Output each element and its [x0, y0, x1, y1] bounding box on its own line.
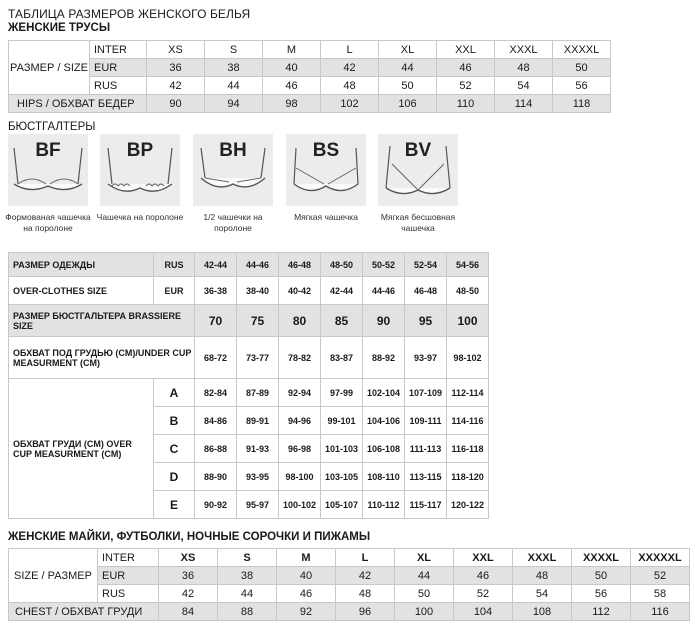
table-row: [9, 603, 690, 621]
row-sublabel: EUR: [154, 277, 195, 305]
table-row: [9, 253, 489, 277]
bra-card-bf: [8, 134, 88, 206]
row-label: RUS: [90, 77, 147, 95]
table-cell: 98: [263, 95, 321, 113]
table-cell: 114-116: [447, 407, 489, 435]
table-cell: 42-44: [321, 277, 363, 305]
table-cell: L: [336, 549, 395, 567]
panties-size-table: [8, 40, 611, 113]
bra-code: BF: [35, 140, 61, 161]
table-cell: 107-109: [405, 379, 447, 407]
row-label: РАЗМЕР ОДЕЖДЫ: [9, 253, 154, 277]
table-cell: 44-46: [363, 277, 405, 305]
table-cell: 52: [454, 585, 513, 603]
bra-card-bh: [193, 134, 273, 206]
table-cell: 46: [263, 77, 321, 95]
table-cell: 110-112: [363, 491, 405, 519]
bra-size-table: [8, 252, 489, 519]
bra-card-bp: [100, 134, 180, 206]
table-cell: 94-96: [279, 407, 321, 435]
page-title: ТАБЛИЦА РАЗМЕРОВ ЖЕНСКОГО БЕЛЬЯ: [8, 7, 251, 21]
table-cell: 112-114: [447, 379, 489, 407]
bra-caption: Мягкая бесшовная чашечка: [380, 212, 456, 233]
table-cell: 46: [277, 585, 336, 603]
cup-label: D: [154, 463, 195, 491]
table-cell: 42: [159, 585, 218, 603]
bra-code: BH: [219, 140, 247, 161]
table-cell: 91-93: [237, 435, 279, 463]
row-label: РАЗМЕР БЮСТГАЛЬТЕРА BRASSIERE SIZE: [9, 305, 195, 337]
table-cell: 40: [277, 567, 336, 585]
bra-code: BV: [404, 140, 432, 161]
table-row: [9, 277, 489, 305]
table-cell: 111-113: [405, 435, 447, 463]
table-row: [9, 41, 611, 59]
table-cell: 106-108: [363, 435, 405, 463]
table-cell: XXXXL: [572, 549, 631, 567]
table-cell: XXXXL: [553, 41, 611, 59]
table-cell: 82-84: [195, 379, 237, 407]
table-cell: 95: [405, 305, 447, 337]
table-cell: 90: [363, 305, 405, 337]
table-cell: 46-48: [405, 277, 447, 305]
bras-title: БЮСТГАЛТЕРЫ: [8, 121, 96, 133]
table-cell: 48: [321, 77, 379, 95]
table-cell: 93-97: [405, 337, 447, 379]
table-cell: 103-105: [321, 463, 363, 491]
row-label: INTER: [90, 41, 147, 59]
table-cell: 48-50: [321, 253, 363, 277]
table-cell: 36: [147, 59, 205, 77]
table-cell: 100-102: [279, 491, 321, 519]
table-cell: 50: [395, 585, 454, 603]
bra-card-bv: [378, 134, 458, 206]
table-cell: 118-120: [447, 463, 489, 491]
table-cell: 100: [395, 603, 454, 621]
table-cell: XL: [379, 41, 437, 59]
table-cell: 85: [321, 305, 363, 337]
table-cell: 118: [553, 95, 611, 113]
table-cell: 58: [631, 585, 690, 603]
table-cell: 110: [437, 95, 495, 113]
table-cell: 112: [572, 603, 631, 621]
table-row: [9, 337, 489, 379]
table-cell: 105-107: [321, 491, 363, 519]
hips-label: HIPS / ОБХВАТ БЕДЕР: [9, 95, 147, 113]
table-cell: 116-118: [447, 435, 489, 463]
table-cell: 101-103: [321, 435, 363, 463]
table-row: [9, 59, 611, 77]
row-label: INTER: [98, 549, 159, 567]
table-cell: 116: [631, 603, 690, 621]
table-cell: 50: [379, 77, 437, 95]
bra-caption: Чашечка на поролоне: [96, 212, 184, 222]
table-cell: 38-40: [237, 277, 279, 305]
table-cell: 92-94: [279, 379, 321, 407]
table-cell: 52: [631, 567, 690, 585]
table-cell: 70: [195, 305, 237, 337]
table-cell: 114: [495, 95, 553, 113]
table-cell: 99-101: [321, 407, 363, 435]
table-cell: 108-110: [363, 463, 405, 491]
table-cell: 50-52: [363, 253, 405, 277]
table-cell: 44: [205, 77, 263, 95]
table-cell: 113-115: [405, 463, 447, 491]
table-cell: 83-87: [321, 337, 363, 379]
table-cell: XXL: [437, 41, 495, 59]
tops-title: ЖЕНСКИЕ МАЙКИ, ФУТБОЛКИ, НОЧНЫЕ СОРОЧКИ И ПИЖАМЫ: [8, 531, 371, 543]
table-cell: 98-100: [279, 463, 321, 491]
row-label: ОБХВАТ ПОД ГРУДЬЮ (CM)/UNDER CUP MEASURMENT (CM): [9, 337, 195, 379]
bra-code: BS: [312, 140, 340, 161]
table-cell: 36: [159, 567, 218, 585]
table-cell: 94: [205, 95, 263, 113]
table-cell: 115-117: [405, 491, 447, 519]
table-cell: 102-104: [363, 379, 405, 407]
table-cell: 87-89: [237, 379, 279, 407]
table-row: [9, 549, 690, 567]
table-cell: 80: [279, 305, 321, 337]
panties-title: ЖЕНСКИЕ ТРУСЫ: [8, 22, 111, 34]
table-cell: 46-48: [279, 253, 321, 277]
cup-label: A: [154, 379, 195, 407]
row-label: EUR: [98, 567, 159, 585]
bra-card-bs: [286, 134, 366, 206]
row-label: EUR: [90, 59, 147, 77]
table-cell: 90: [147, 95, 205, 113]
table-cell: XXXXXL: [631, 549, 690, 567]
table-cell: 108: [513, 603, 572, 621]
table-cell: 92: [277, 603, 336, 621]
table-cell: 36-38: [195, 277, 237, 305]
table-cell: 54: [495, 77, 553, 95]
table-cell: 38: [218, 567, 277, 585]
table-cell: 104-106: [363, 407, 405, 435]
table-cell: M: [263, 41, 321, 59]
table-cell: S: [205, 41, 263, 59]
table-cell: 42: [321, 59, 379, 77]
table-cell: 89-91: [237, 407, 279, 435]
table-cell: 48-50: [447, 277, 489, 305]
table-cell: 48: [495, 59, 553, 77]
table-cell: L: [321, 41, 379, 59]
table-cell: 54: [513, 585, 572, 603]
table-cell: 73-77: [237, 337, 279, 379]
table-row: [9, 305, 489, 337]
row-label: OVER-CLOTHES SIZE: [9, 277, 154, 305]
table-cell: 96-98: [279, 435, 321, 463]
cup-label: B: [154, 407, 195, 435]
table-cell: 104: [454, 603, 513, 621]
table-cell: 84: [159, 603, 218, 621]
table-row: [9, 77, 611, 95]
table-cell: 40-42: [279, 277, 321, 305]
table-cell: 86-88: [195, 435, 237, 463]
table-cell: M: [277, 549, 336, 567]
table-cell: 44: [379, 59, 437, 77]
table-cell: S: [218, 549, 277, 567]
table-row: [9, 379, 489, 407]
table-row: [9, 95, 611, 113]
table-cell: 44-46: [237, 253, 279, 277]
bra-caption: 1/2 чашечки на поролоне: [203, 212, 263, 233]
table-cell: 56: [553, 77, 611, 95]
table-cell: 98-102: [447, 337, 489, 379]
table-cell: XS: [159, 549, 218, 567]
bra-caption: Формованая чашечка на поролоне: [5, 212, 91, 233]
table-row: [9, 585, 690, 603]
table-cell: 50: [553, 59, 611, 77]
table-cell: XXXL: [495, 41, 553, 59]
table-cell: 48: [513, 567, 572, 585]
table-cell: 120-122: [447, 491, 489, 519]
cup-label: C: [154, 435, 195, 463]
cup-label: E: [154, 491, 195, 519]
table-cell: 88: [218, 603, 277, 621]
table-cell: 42: [336, 567, 395, 585]
table-cell: 95-97: [237, 491, 279, 519]
table-cell: 109-111: [405, 407, 447, 435]
table-cell: 42: [147, 77, 205, 95]
table-cell: 50: [572, 567, 631, 585]
table-cell: 46: [437, 59, 495, 77]
table-cell: XXXL: [513, 549, 572, 567]
table-cell: 44: [218, 585, 277, 603]
table-cell: 46: [454, 567, 513, 585]
table-cell: 96: [336, 603, 395, 621]
table-cell: 93-95: [237, 463, 279, 491]
table-cell: 88-92: [363, 337, 405, 379]
table-cell: 100: [447, 305, 489, 337]
table-cell: 56: [572, 585, 631, 603]
size-label: РАЗМЕР / SIZE: [9, 41, 90, 95]
table-cell: 90-92: [195, 491, 237, 519]
table-cell: 84-86: [195, 407, 237, 435]
bra-code: BP: [126, 140, 154, 161]
row-label: RUS: [98, 585, 159, 603]
table-cell: 88-90: [195, 463, 237, 491]
table-cell: 78-82: [279, 337, 321, 379]
chest-label: CHEST / ОБХВАТ ГРУДИ: [9, 603, 159, 621]
tops-size-table: [8, 548, 690, 621]
table-cell: 106: [379, 95, 437, 113]
table-cell: 42-44: [195, 253, 237, 277]
bra-caption: Мягкая чашечка: [294, 212, 358, 222]
table-cell: 44: [395, 567, 454, 585]
table-cell: 54-56: [447, 253, 489, 277]
table-cell: 48: [336, 585, 395, 603]
table-cell: 40: [263, 59, 321, 77]
table-cell: 52-54: [405, 253, 447, 277]
table-cell: 102: [321, 95, 379, 113]
table-cell: XXL: [454, 549, 513, 567]
table-cell: 75: [237, 305, 279, 337]
table-row: [9, 567, 690, 585]
table-cell: 52: [437, 77, 495, 95]
row-label: ОБХВАТ ГРУДИ (CM) OVER CUP MEASURMENT (CM): [9, 379, 154, 519]
row-sublabel: RUS: [154, 253, 195, 277]
table-cell: 68-72: [195, 337, 237, 379]
table-cell: 38: [205, 59, 263, 77]
table-cell: XS: [147, 41, 205, 59]
table-cell: XL: [395, 549, 454, 567]
size-label: SIZE / РАЗМЕР: [9, 549, 98, 603]
table-cell: 97-99: [321, 379, 363, 407]
